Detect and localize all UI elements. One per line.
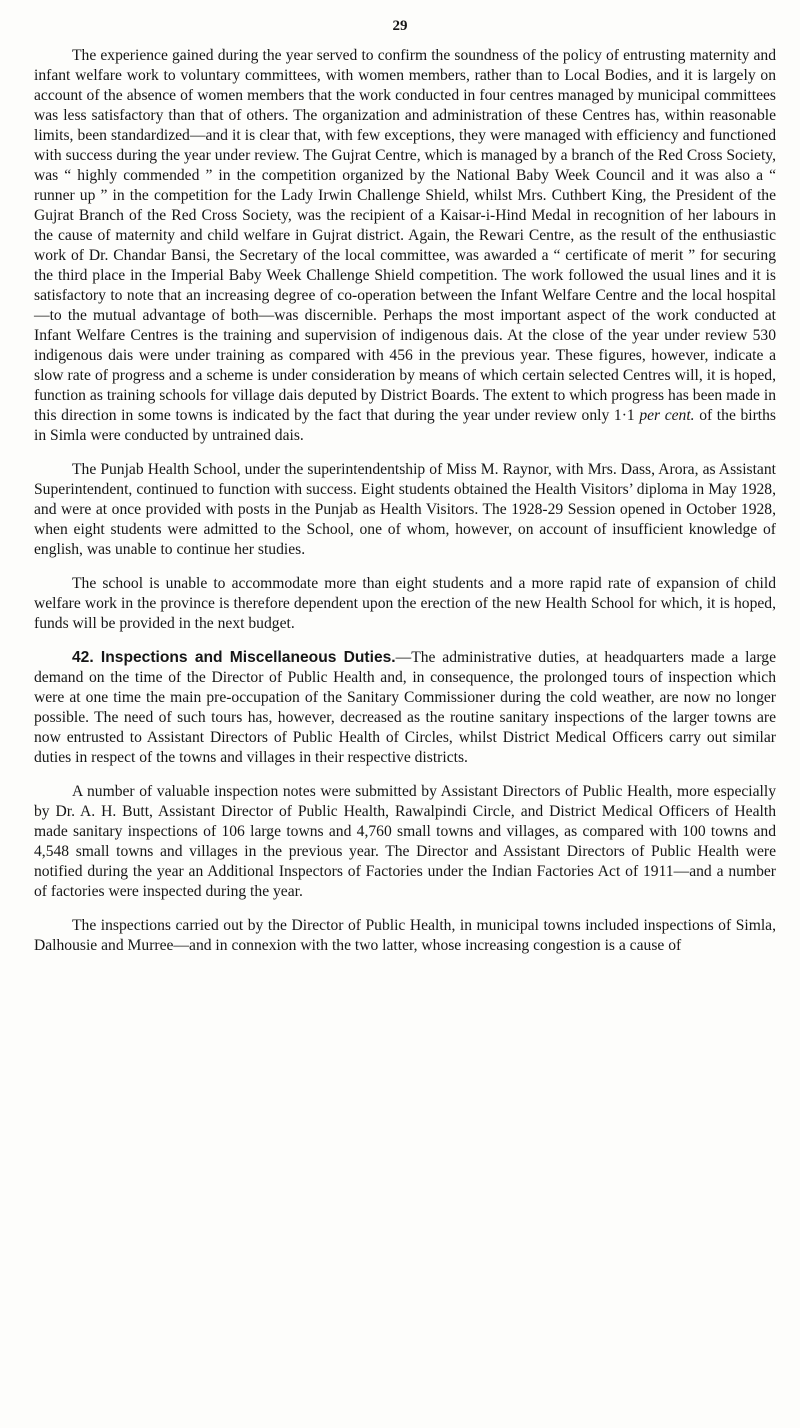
document-body: [34, 46, 776, 970]
paragraph-school-capacity: [34, 574, 776, 634]
paragraph-school-capacity-text: The school is unable to accommodate more than eight students and a more rapid rate of expansion of child welfare work in the province is therefore dependent upon the erection of the new Health School for which, it is hoped, funds will be provided in the next budget.: [34, 575, 776, 632]
paragraph-inspections-text: —The administrative duties, at headquarters made a large demand on the time of the Director of Public Health and, in consequence, the prolonged tours of inspection which were at one time the main pre-occupation of the Sanitary Commissioner during the cold weather, are now no longer possible. The need of such tours has, however, decreased as the routine sanitary inspections of the larger towns are now entrusted to Assistant Directors of Public Health of Circles, whilst District Medical Officers carry out similar duties in respect of the towns and villages in their respective districts.: [34, 649, 777, 766]
paragraph-maternity-welfare-tail: of the births in Simla were conducted by untrained dais.: [34, 407, 776, 444]
paragraph-health-school: [34, 460, 776, 560]
per-cent-italic: per cent.: [639, 407, 695, 424]
section-heading-inspections: 42. Inspections and Miscellaneous Duties.: [72, 649, 396, 666]
paragraph-municipal-inspections-text: The inspections carried out by the Director of Public Health, in municipal towns included inspections of Simla, Dalhousie and Murree—and in connexion with the two latter, whose increasing congestion is a cause of: [34, 917, 776, 954]
page-number: 29: [392, 18, 408, 34]
paragraph-maternity-welfare: [34, 46, 776, 446]
paragraph-inspection-notes: [34, 782, 776, 902]
paragraph-maternity-welfare-text: The experience gained during the year served to confirm the soundness of the policy of entrusting maternity and infant welfare work to voluntary committees, with women members, rather than to Local Bodies, and it is largely on account of the absence of women members that the work conducted in four centres managed by municipal committees was less satisfactory than that of others. The organization and administration of these Centres has, within reasonable limits, been standardized—and it is clear that, with few exceptions, they were managed with efficiency and functioned with success during the year under review. The Gujrat Centre, which is managed by a branch of the Red Cross Society, was “ highly commended ” in the competition organized by the National Baby Week Council and it was also a “ runner up ” in the competition for the Lady Irwin Challenge Shield, whilst Mrs. Cuthbert King, the President of the Gujrat Branch of the Red Cross Society, was the recipient of a Kaisar-i-Hind Medal in recognition of her labours in the cause of maternity and child welfare in Gujrat district. Again, the Rewari Centre, as the result of the enthusiastic work of Dr. Chandar Bansi, the Secretary of the local committee, was awarded a “ certificate of merit ” for securing the third place in the Imperial Baby Week Challenge Shield competition. The work followed the usual lines and it is satisfactory to note that an increasing degree of co-operation between the Infant Welfare Centre and the local hospital—to the mutual advantage of both—was discernible. Perhaps the most important aspect of the work conducted at Infant Welfare Centres is the training and supervision of indigenous dais. At the close of the year under review 530 indigenous dais were under training as compared with 456 in the previous year. These figures, however, indicate a slow rate of progress and a scheme is under consideration by means of which certain selected Centres will, it is hoped, function as training schools for village dais deputed by District Boards. The extent to which progress has been made in this direction in some towns is indicated by the fact that during the year under review only 1·1: [34, 47, 776, 424]
paragraph-inspections: [34, 648, 776, 768]
paragraph-inspection-notes-text: A number of valuable inspection notes were submitted by Assistant Directors of Public Health, more especially by Dr. A. H. Butt, Assistant Director of Public Health, Rawalpindi Circle, and District Medical Officers of Health made sanitary inspections of 106 large towns and 4,760 small towns and villages, as compared with 100 towns and 4,548 small towns and villages in the previous year. The Director and Assistant Directors of Public Health were notified during the year an Additional Inspectors of Factories under the Indian Factories Act of 1911—and a number of factories were inspected during the year.: [34, 783, 776, 900]
paragraph-health-school-text: The Punjab Health School, under the superintendentship of Miss M. Raynor, with Mrs. Dass, Arora, as Assistant Superintendent, continued to function with success. Eight students obtained the Health Visitors’ diploma in May 1928, and were at once provided with posts in the Punjab as Health Visitors. The 1928-29 Session opened in October 1928, when eight students were admitted to the School, one of whom, however, on account of insufficient knowledge of english, was unable to continue her studies.: [34, 461, 776, 558]
paragraph-municipal-inspections: [34, 916, 776, 956]
